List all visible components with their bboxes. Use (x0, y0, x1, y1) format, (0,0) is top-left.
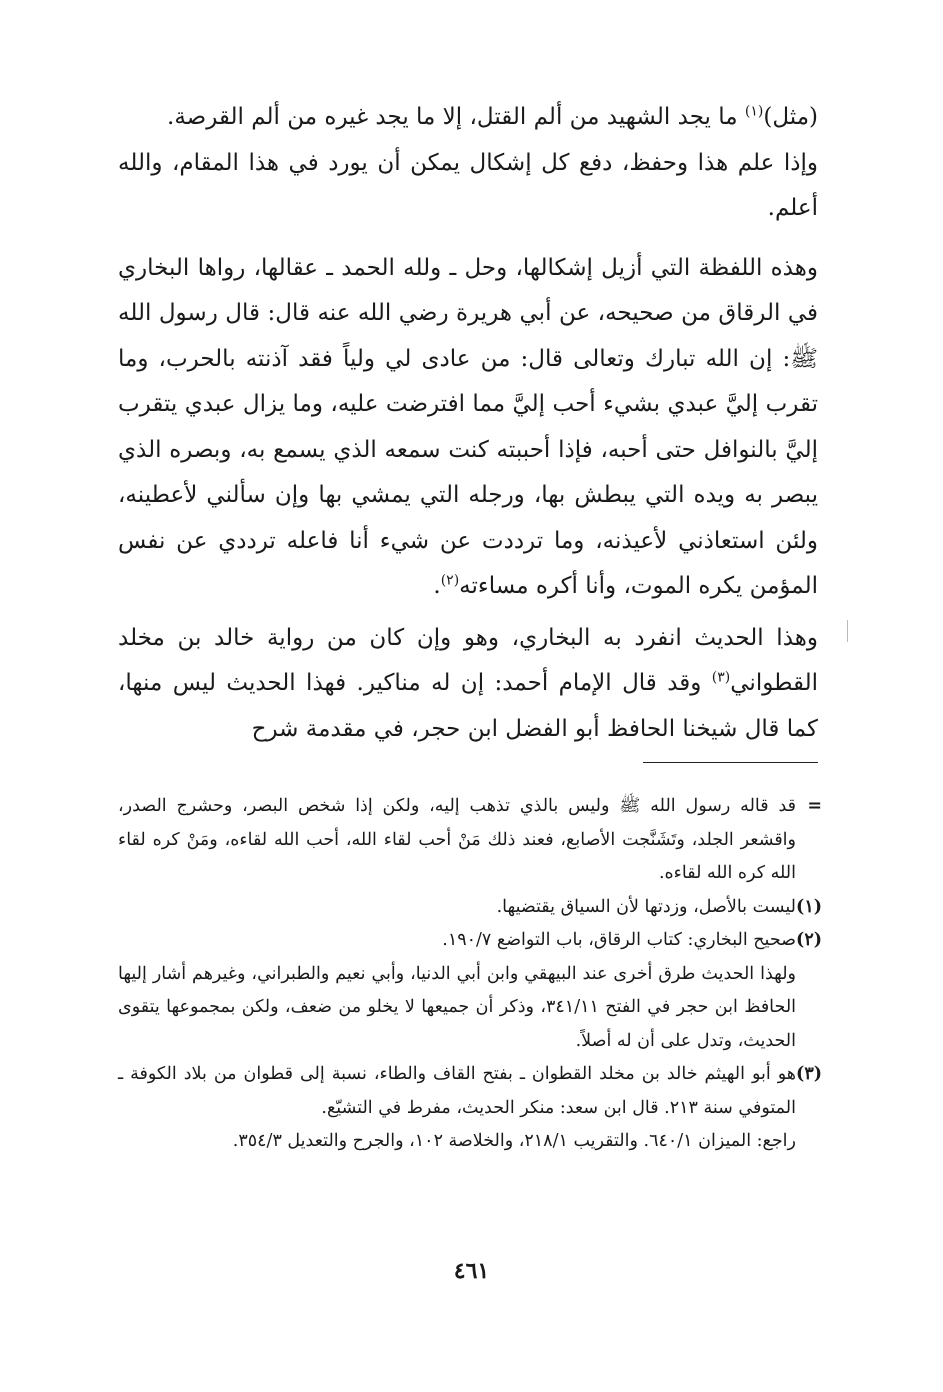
footnote-continuation (118, 790, 822, 891)
footnote-1-text: ليست بالأصل، وزدتها لأن السياق يقتضيها. (496, 896, 796, 917)
footnotes (118, 790, 822, 1159)
footnote-separator (643, 762, 818, 763)
margin-mark (847, 620, 848, 642)
footnote-1-marker: (١) (796, 896, 822, 917)
continuation-marker: = (807, 796, 822, 816)
footnote-2-text: صحيح البخاري: كتاب الرقاق، باب التواضع ١٩٠/٧. (442, 930, 796, 950)
footnote-3-extra: راجع: الميزان ٦٤٠/١. والتقريب ٢١٨/١، والخلاصة ١٠٢، والجرح والتعديل ٣٥٤/٣. (232, 1131, 796, 1151)
paragraph-1: (مثل)$^{(١)}$ ما يجد الشهيد من ألم القتل، إلا ما يجد غيره من ألم القرصة. (167, 103, 818, 130)
main-text (118, 95, 818, 752)
footnote-3-text: هو أبو الهيثم خالد بن مخلد القطوان ـ بفتح القاف والطاء، نسبة إلى قطوان من بلاد الكوفة ـ المتوفي سنة ٢١٣. قال ابن سعد: منكر الحديث، مفرط في التشيّع. (118, 1064, 796, 1118)
footnote-2-extra: ولهذا الحديث طرق أخرى عند البيهقي وابن أبي الدنيا، وأبي نعيم والطبراني، وغيرهم أشار إليها الحافظ ابن حجر في الفتح ٣٤١/١١، وذكر أن جميعها لا يخلو من ضعف، ولكن بمجموعها يتقوى الحديث، وتدل على أن له أصلاً. (118, 963, 797, 1051)
paragraph-4: وهذا الحديث انفرد به البخاري، وهو وإن كان من رواية خالد بن مخلد القطواني$^{(٣)}$ وقد قال الإمام أحمد: إن له مناكير. فهذا الحديث ليس منها، كما قال شيخنا الحافظ أبو الفضل ابن حجر، في مقدمة شرح (118, 624, 818, 742)
paragraph-2: وإذا علم هذا وحفظ، دفع كل إشكال يمكن أن يورد في هذا المقام، والله أعلم. (118, 149, 818, 221)
page-number: ٤٦١ (453, 1258, 490, 1284)
footnote-ref-3[interactable]: (٣) (711, 669, 731, 686)
footnote-2 (118, 924, 822, 958)
paragraph-3: وهذه اللفظة التي أزيل إشكالها، وحل ـ ولله الحمد ـ عقالها، رواها البخاري في الرقاق من صحيحه، عن أبي هريرة رضي الله عنه قال: قال رسول الله ﷺ: إن الله تبارك وتعالى قال: من عادى لي ولياً فقد آذنته بالحرب، وما تقرب إليَّ عبدي بشيء أحب إليَّ مما افترضت عليه، وما يزال عبدي يتقرب إليَّ بالنوافل حتى أحبه، فإذا أحببته كنت سمعه الذي يسمع به، وبصره الذي يبصر به ويده التي يبطش بها، ورجله التي يمشي بها وإن سألني لأعطينه، ولئن استعاذني لأعيذنه، وما ترددت عن شيء أنا فاعله ترددي عن نفس المؤمن يكره الموت، وأنا أكره مساءته$^{(٢)}$. (118, 254, 818, 599)
footnote-3 (118, 1058, 822, 1125)
footnote-ref-1[interactable]: (١) (744, 103, 764, 120)
footnote-continuation-text: قد قاله رسول الله ﷺ وليس بالذي تذهب إليه، ولكن إذا شخص البصر، وحشرج الصدر، واقشعر الجلد، وتَشَنَّجت الأصابع، فعند ذلك مَنْ أحب لقاء الله، أحب الله لقاءه، ومَنْ كره لقاء الله كره الله لقاءه. (118, 796, 796, 883)
footnote-3-marker: (٣) (796, 1064, 822, 1084)
footnote-ref-2[interactable]: (٢) (440, 572, 460, 589)
footnote-1 (118, 891, 822, 925)
footnote-2-marker: (٢) (796, 930, 822, 950)
